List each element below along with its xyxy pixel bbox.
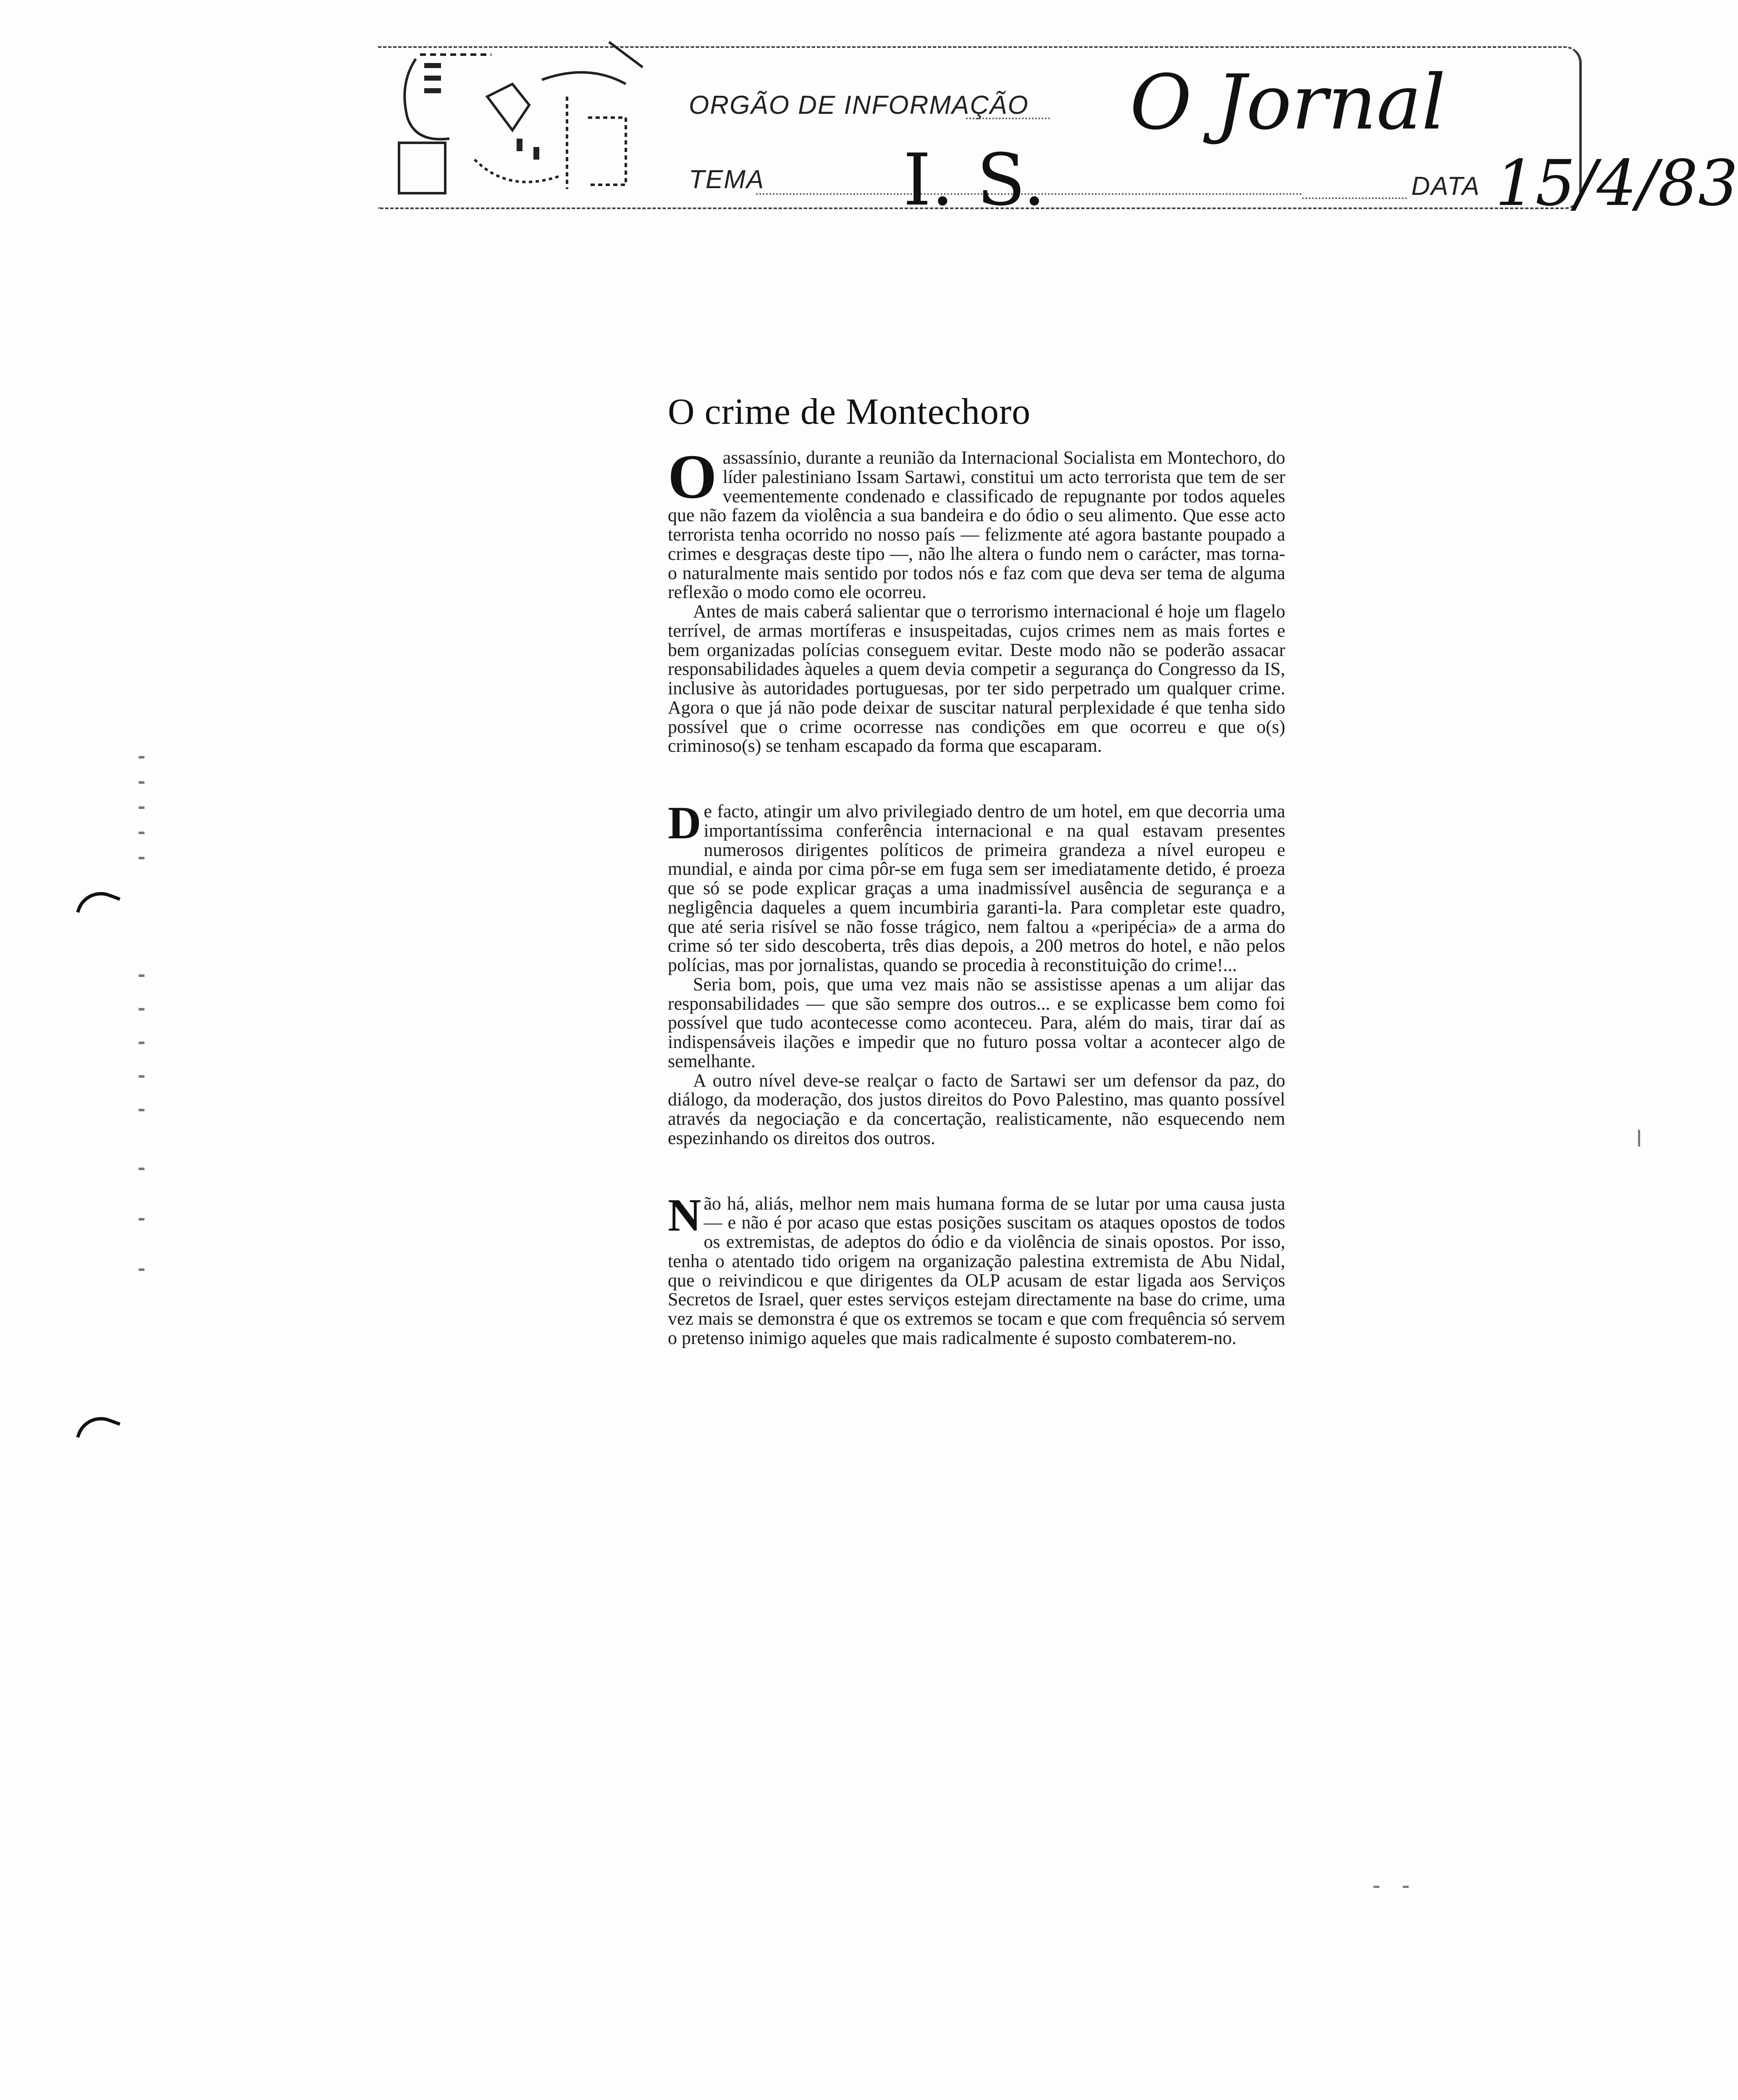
paragraph: A outro nível deve-se realçar o facto de Sartawi ser um defensor da paz, do diálogo, da moderação, dos justos direitos do Povo Palestino, mas quanto possível através da negociação e da concertação, realisticamente, não esquecendo nem espezinhando os direitos dos outros. — [668, 1070, 1285, 1148]
margin-tick — [139, 1042, 144, 1044]
archive-logo-icon — [391, 34, 651, 210]
dropcap-o: O — [668, 442, 717, 512]
orgao-line — [966, 118, 1050, 119]
stray-dot — [1373, 1886, 1379, 1888]
paragraph: Antes de mais caberá salientar que o terrorismo internacional é hoje um flagelo terrível, de armas mortíferas e insuspeitadas, cujos crimes nem as mais fortes e bem organizadas polícias conseguem evitar. Deste modo não se poderão assacar responsabilidades àqueles a quem devia competir a segurança do Congresso da IS, inclusive às autoridades portuguesas, por ter sido perpetrado um qualquer crime. Agora o que já não pode deixar de suscitar natural perplexidade é que tenha sido possível que o crime ocorresse nas condições em que ocorreu e que o(s) criminoso(s) se tenham escapado da forma que escaparam. — [668, 601, 1285, 756]
tema-value: I. S. — [903, 139, 1046, 222]
margin-tick — [139, 832, 144, 834]
article — [668, 391, 1285, 1348]
margin-tick — [139, 1075, 144, 1078]
article-section-2 — [668, 797, 1285, 1148]
orgao-value: O Jornal — [1130, 59, 1446, 147]
right-margin-tick — [1638, 1130, 1640, 1147]
margin-tick — [139, 806, 144, 809]
paragraph: assassínio, durante a reunião da Internacional Socialista em Montechoro, do líder palestiniano Issam Sartawi, constitui um acto terrorista que tem de ser veementemente condenado e classificado de repugnante por todos aqueles que não fazem da violência a sua bandeira e do ódio o seu alimento. Que esse acto terrorista tenha ocorrido no nosso país — felizmente até agora bastante poupado a crimes e desgraças deste tipo —, não lhe altera o fundo nem o carácter, mas torna-o naturalmente mais sentido por todos nós e faz com que deva ser tema de alguma reflexão o modo como ele ocorreu. — [668, 447, 1285, 603]
stray-dot — [1403, 1886, 1409, 1888]
margin-hole-mark-icon — [76, 1410, 121, 1449]
paragraph: Seria bom, pois, que uma vez mais não se assistisse apenas a um alijar das responsabilidades — que são sempre dos outros... e se explicasse bem como foi possível que tudo acontecesse como aconteceu. Para, além do mais, tirar daí as indispensáveis ilações e impedir que no futuro possa voltar a acontecer algo de semelhante. — [668, 974, 1285, 1071]
margin-tick — [139, 1168, 144, 1170]
article-section-3 — [668, 1189, 1285, 1348]
margin-tick — [139, 1218, 144, 1221]
dropcap-n: N — [668, 1189, 701, 1241]
article-section-1 — [668, 442, 1285, 756]
margin-tick — [139, 756, 144, 759]
dropcap-d: D — [668, 797, 701, 848]
tema-label: TEMA — [689, 165, 765, 194]
margin-tick — [139, 781, 144, 784]
margin-tick — [139, 857, 144, 859]
article-title: O crime de Montechoro — [668, 391, 1031, 432]
orgao-label: ORGÃO DE INFORMAÇÃO — [689, 91, 1029, 120]
data-label: DATA — [1411, 172, 1481, 201]
paragraph: ão há, aliás, melhor nem mais humana forma de se lutar por uma causa justa — e não é por acaso que estas posições suscitam os ataques opostos de todos os extremistas, de adeptos do ódio e da violência de sinais opostos. Por isso, tenha o atentado tido origem na organização palestina extremista de Abu Nidal, que o reivindicou e que dirigentes da OLP acusam de estar ligada aos Serviços Secretos de Israel, quer estes serviços estejam directamente na base do crime, uma vez mais se demonstra é que os extremos se tocam e que com frequência só servem o pretenso inimigo aqueles que mais radicalmente é suposto combaterem-no. — [668, 1193, 1285, 1348]
data-line-left — [1302, 197, 1407, 199]
paragraph: e facto, atingir um alvo privilegiado dentro de um hotel, em que decorria uma importantíssima conferência internacional e na qual estavam presentes numerosos dirigentes políticos de primeira grandeza a nível europeu e mundial, e ainda por cima pôr-se em fuga sem ser imediatamente detido, é proeza que só se pode explicar graças a uma inadmissível ausência de segurança e a negligência daqueles a quem incumbiria garanti-la. Para completar este quadro, que até seria risível se não fosse trágico, nem faltou a «peripécia» de a arma do crime só ter sido descoberta, três dias depois, a 200 metros do hotel, e não pelos polícias, mas por jornalistas, quando se procedia à reconstituição do crime!... — [668, 801, 1285, 975]
margin-tick — [139, 1008, 144, 1011]
data-value: 15/4/83 — [1495, 147, 1738, 220]
margin-hole-mark-icon — [76, 885, 121, 924]
margin-tick — [139, 1268, 144, 1271]
margin-tick — [139, 974, 144, 977]
margin-tick — [139, 1109, 144, 1111]
